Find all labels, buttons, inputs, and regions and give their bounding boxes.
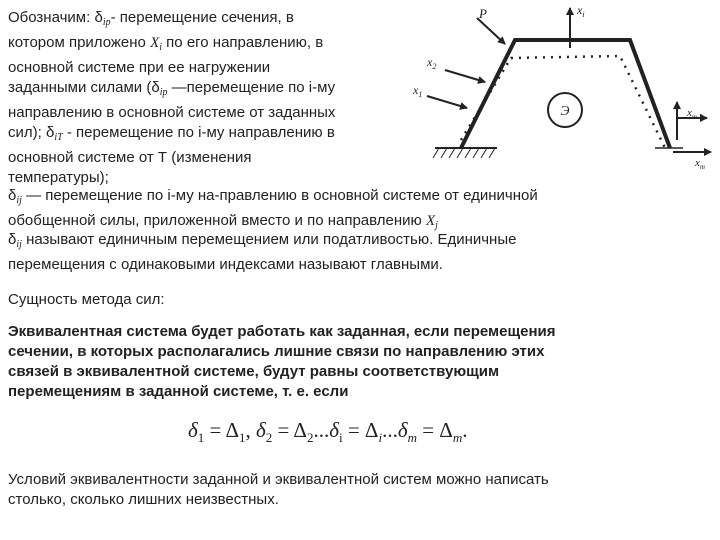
formula-sep: .	[462, 418, 468, 442]
formula-sub: i	[338, 430, 343, 445]
intro-line	[8, 8, 335, 33]
text: заданными силами (δ	[8, 79, 160, 96]
text: δ	[8, 187, 17, 204]
text: δ	[8, 231, 17, 248]
text: называют единичным перемещением или податливостью. Единичные	[21, 231, 517, 248]
x2-label: $x_2$	[427, 55, 437, 71]
text: - перемещение сечения, в	[110, 9, 294, 26]
delta-ij-paragraph	[8, 186, 538, 236]
x2-arrow	[445, 70, 485, 82]
condition-line: Условий эквивалентности заданной и эквивалентной систем можно написать	[8, 471, 549, 488]
subscript: ij	[16, 195, 22, 206]
xm1-label: $x_{m-1}$	[687, 107, 703, 121]
intro-line: основной системе от Т (изменения	[8, 149, 252, 166]
formula-sub: m	[452, 430, 463, 445]
unit-displacement-paragraph	[8, 230, 516, 275]
formula-term: = Δ	[342, 418, 379, 442]
formula-term: δ	[329, 418, 339, 442]
intro-paragraph	[8, 8, 335, 188]
text: по его направлению, в	[162, 34, 324, 51]
variable: X	[425, 213, 436, 229]
text: Обозначим: δ	[8, 9, 103, 26]
x1-label: $x_1$	[413, 83, 423, 99]
formula-sep: ...	[382, 418, 398, 442]
unit-displacement-line: перемещения с одинаковыми индексами называют главными.	[8, 256, 443, 273]
intro-line	[8, 123, 335, 148]
formula-sub: 2	[265, 430, 273, 445]
formula-sep: ...	[313, 418, 330, 442]
formula-sub: 2	[306, 430, 314, 445]
x1-arrow	[427, 96, 467, 108]
load-p-arrow	[477, 18, 505, 44]
xi-label: $x_i$	[577, 3, 585, 19]
unit-displacement-line	[8, 230, 516, 255]
frame-diagram	[405, 0, 720, 175]
delta-ij-line	[8, 186, 538, 211]
text: котором приложено	[8, 34, 151, 51]
essence-heading: Сущность метода сил:	[8, 291, 165, 308]
subscript: ip	[159, 87, 168, 98]
formula-term: δ	[255, 418, 266, 442]
formula-sep: ,	[245, 418, 256, 442]
condition-paragraph	[8, 470, 549, 510]
formula-term: δ	[188, 418, 198, 442]
formula-term: = Δ	[204, 418, 239, 442]
intro-line	[8, 33, 335, 58]
equivalence-line: связей в эквивалентной системе, будут равны соответствующим	[8, 363, 500, 380]
text: - перемещение по i-му направлению в	[62, 124, 335, 141]
text: сил); δ	[8, 124, 55, 141]
text: —перемещение по i-му	[167, 79, 336, 96]
xm-label: $x_m$	[695, 157, 705, 171]
text: обобщенной силы, приложенной вместо и по направлению	[8, 212, 426, 229]
equivalence-line: перемещениям в заданной системе, т. е. если	[8, 383, 349, 400]
condition-line: столько, сколько лишних неизвестных.	[8, 491, 279, 508]
formula-sub: i	[378, 430, 383, 445]
intro-line	[8, 78, 335, 103]
variable: X	[150, 35, 160, 51]
subscript: j	[435, 220, 438, 231]
equivalence-line: сечении, в которых располагались лишние связи по направлению этих	[8, 343, 545, 360]
equivalence-line: Эквивалентная система будет работать как заданная, если перемещения	[8, 323, 556, 340]
subscript: ip	[102, 17, 111, 28]
equivalence-formula	[188, 418, 467, 446]
formula-sub: m	[407, 430, 417, 445]
formula-sub: 1	[238, 430, 246, 445]
text: — перемещение по i-му на-правлению в основной системе от единичной	[21, 187, 538, 204]
intro-line: температуры);	[8, 169, 109, 186]
intro-line: направлению в основной системе от заданных	[8, 104, 336, 121]
load-p-label: P	[479, 6, 487, 21]
intro-line: основной системе при ее нагружении	[8, 59, 271, 76]
formula-term: = Δ	[416, 418, 453, 442]
equivalence-paragraph	[8, 322, 556, 402]
subscript: ij	[16, 239, 22, 250]
support-hatch	[433, 148, 497, 158]
formula-term: = Δ	[272, 418, 307, 442]
subscript: i	[159, 42, 163, 53]
subscript: iT	[54, 132, 63, 143]
equivalent-system-label: Э	[560, 104, 570, 119]
formula-term: δ	[397, 418, 408, 442]
formula-sub: 1	[197, 430, 205, 445]
